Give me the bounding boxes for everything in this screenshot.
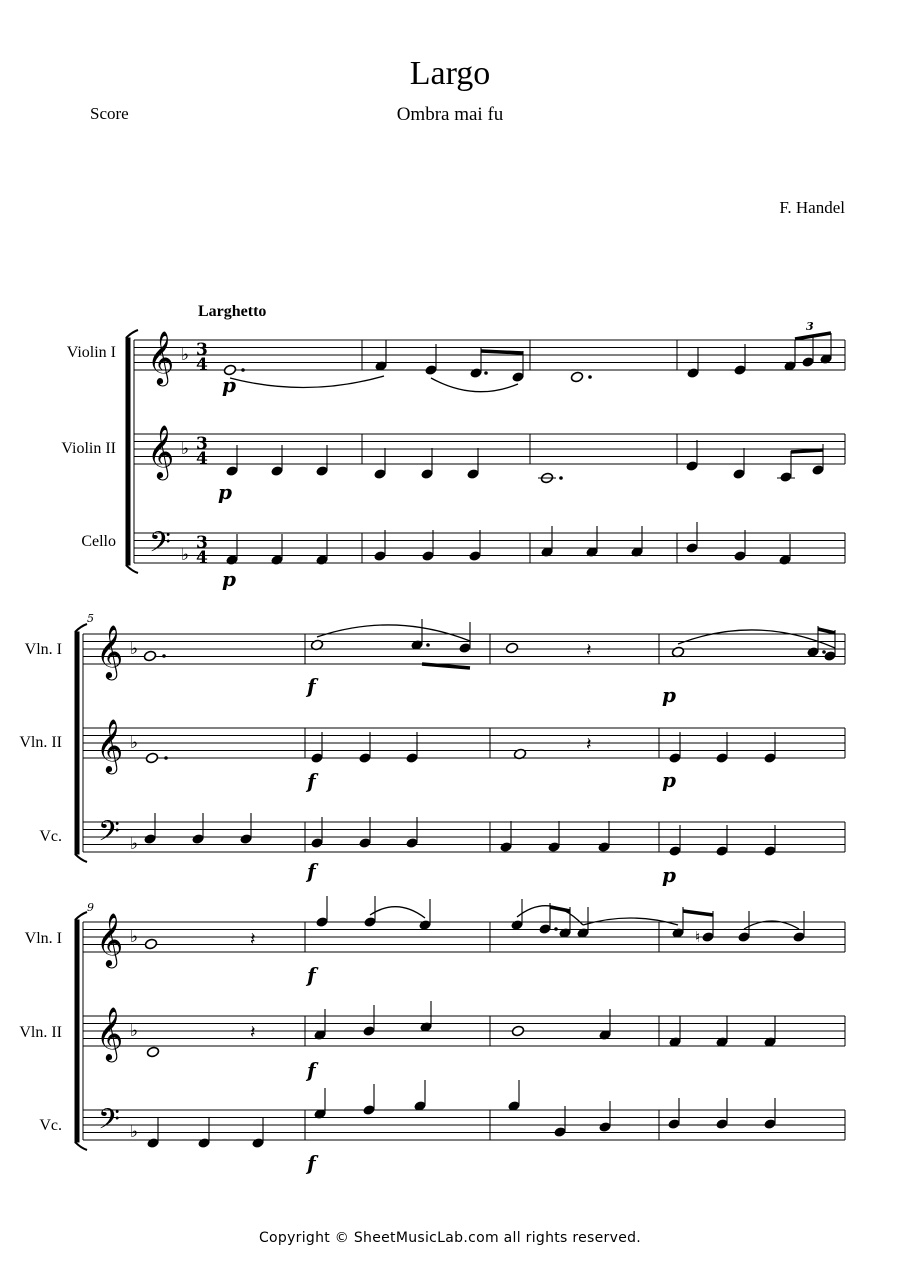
dynamic-mark: p (662, 768, 676, 792)
note-dot (426, 643, 430, 647)
dynamic-mark: p (218, 480, 232, 504)
treble-clef: 𝄞 (96, 912, 124, 966)
note-head (505, 642, 518, 654)
beam (818, 629, 835, 633)
note-head (511, 1025, 524, 1037)
note-dot (164, 756, 168, 760)
dynamic-mark: p (222, 373, 236, 397)
rest: 𝄽 (250, 1022, 256, 1043)
bass-clef: 𝄢 (98, 1103, 120, 1143)
slur (370, 907, 425, 918)
dynamic-mark: p (662, 863, 676, 887)
rest: 𝄽 (586, 734, 592, 755)
time-signature: 4 (196, 548, 208, 568)
key-flat: ♭ (181, 545, 190, 565)
note-dot (554, 927, 558, 931)
measure-number: 9 (87, 901, 94, 914)
instrument-name: Vln. II (19, 734, 62, 751)
slur (230, 376, 384, 388)
system-bracket (75, 854, 87, 862)
note-head (144, 938, 157, 950)
note-head (570, 371, 583, 383)
key-flat: ♭ (130, 1122, 139, 1142)
beam (422, 664, 470, 668)
rest: 𝄽 (250, 929, 256, 950)
time-signature: 4 (196, 355, 208, 375)
key-flat: ♭ (130, 1021, 139, 1041)
key-flat: ♭ (130, 834, 139, 854)
note-head (145, 752, 158, 764)
natural-sign: ♮ (695, 928, 701, 946)
dynamic-mark: f (307, 1058, 316, 1082)
instrument-name: Vln. II (19, 1024, 62, 1041)
note-dot (484, 371, 488, 375)
tuplet-number: 3 (806, 320, 814, 333)
key-flat: ♭ (130, 733, 139, 753)
key-flat: ♭ (130, 639, 139, 659)
system-bracket (75, 920, 79, 1142)
note-dot (241, 368, 245, 372)
system-bracket (75, 912, 87, 920)
beam (791, 450, 823, 452)
beam (481, 351, 523, 353)
slur (317, 625, 470, 641)
treble-clef: 𝄞 (96, 624, 124, 678)
treble-clef: 𝄞 (147, 424, 175, 478)
system-bracket (75, 632, 79, 854)
instrument-name: Vln. I (24, 641, 62, 658)
instrument-name: Violin I (66, 344, 116, 361)
dynamic-mark: p (222, 567, 236, 591)
time-signature: 3 (196, 533, 208, 553)
note-dot (559, 476, 563, 480)
instrument-name: Violin II (61, 440, 116, 457)
system-bracket (75, 1142, 87, 1150)
time-signature: 4 (196, 449, 208, 469)
note-dot (588, 375, 592, 379)
dynamic-mark: p (662, 683, 676, 707)
time-signature: 3 (196, 434, 208, 454)
bass-clef: 𝄢 (98, 815, 120, 855)
key-flat: ♭ (181, 345, 190, 365)
beam (683, 911, 713, 915)
score-title: Largo (409, 55, 491, 92)
treble-clef: 𝄞 (96, 1006, 124, 1060)
score-subtitle: Ombra mai fu (396, 104, 504, 125)
marks (87, 320, 835, 1175)
note-head (143, 650, 156, 662)
system-bracket (126, 565, 138, 573)
note-head (146, 1046, 159, 1058)
key-flat: ♭ (181, 439, 190, 459)
instrument-name: Vc. (39, 828, 62, 845)
instrument-name: Vln. I (24, 930, 62, 947)
instrument-name: Vc. (39, 1117, 62, 1134)
key-flat: ♭ (130, 927, 139, 947)
slur (431, 378, 518, 392)
time-signature: 3 (196, 340, 208, 360)
note-dot (162, 654, 166, 658)
tempo-marking: Larghetto (198, 303, 267, 320)
slur (678, 630, 835, 648)
treble-clef: 𝄞 (96, 718, 124, 772)
system-bracket (126, 338, 130, 565)
instrument-name: Cello (81, 533, 116, 550)
dynamic-mark: f (307, 769, 316, 793)
staves (75, 330, 845, 1150)
copyright-footer: Copyright © SheetMusicLab.com all rights reserved. (258, 1230, 642, 1246)
dynamic-mark: f (307, 963, 316, 987)
dynamic-mark: f (307, 1151, 316, 1175)
rest: 𝄽 (586, 640, 592, 661)
system-bracket (75, 624, 87, 632)
treble-clef: 𝄞 (147, 330, 175, 384)
composer-name: F. Handel (779, 198, 845, 217)
note-dot (822, 650, 826, 654)
bass-clef: 𝄢 (149, 526, 171, 566)
measure-number: 5 (87, 612, 94, 625)
dynamic-mark: f (307, 859, 316, 883)
dynamic-mark: f (307, 674, 316, 698)
system-bracket (126, 330, 138, 338)
score-label: Score (90, 104, 129, 123)
